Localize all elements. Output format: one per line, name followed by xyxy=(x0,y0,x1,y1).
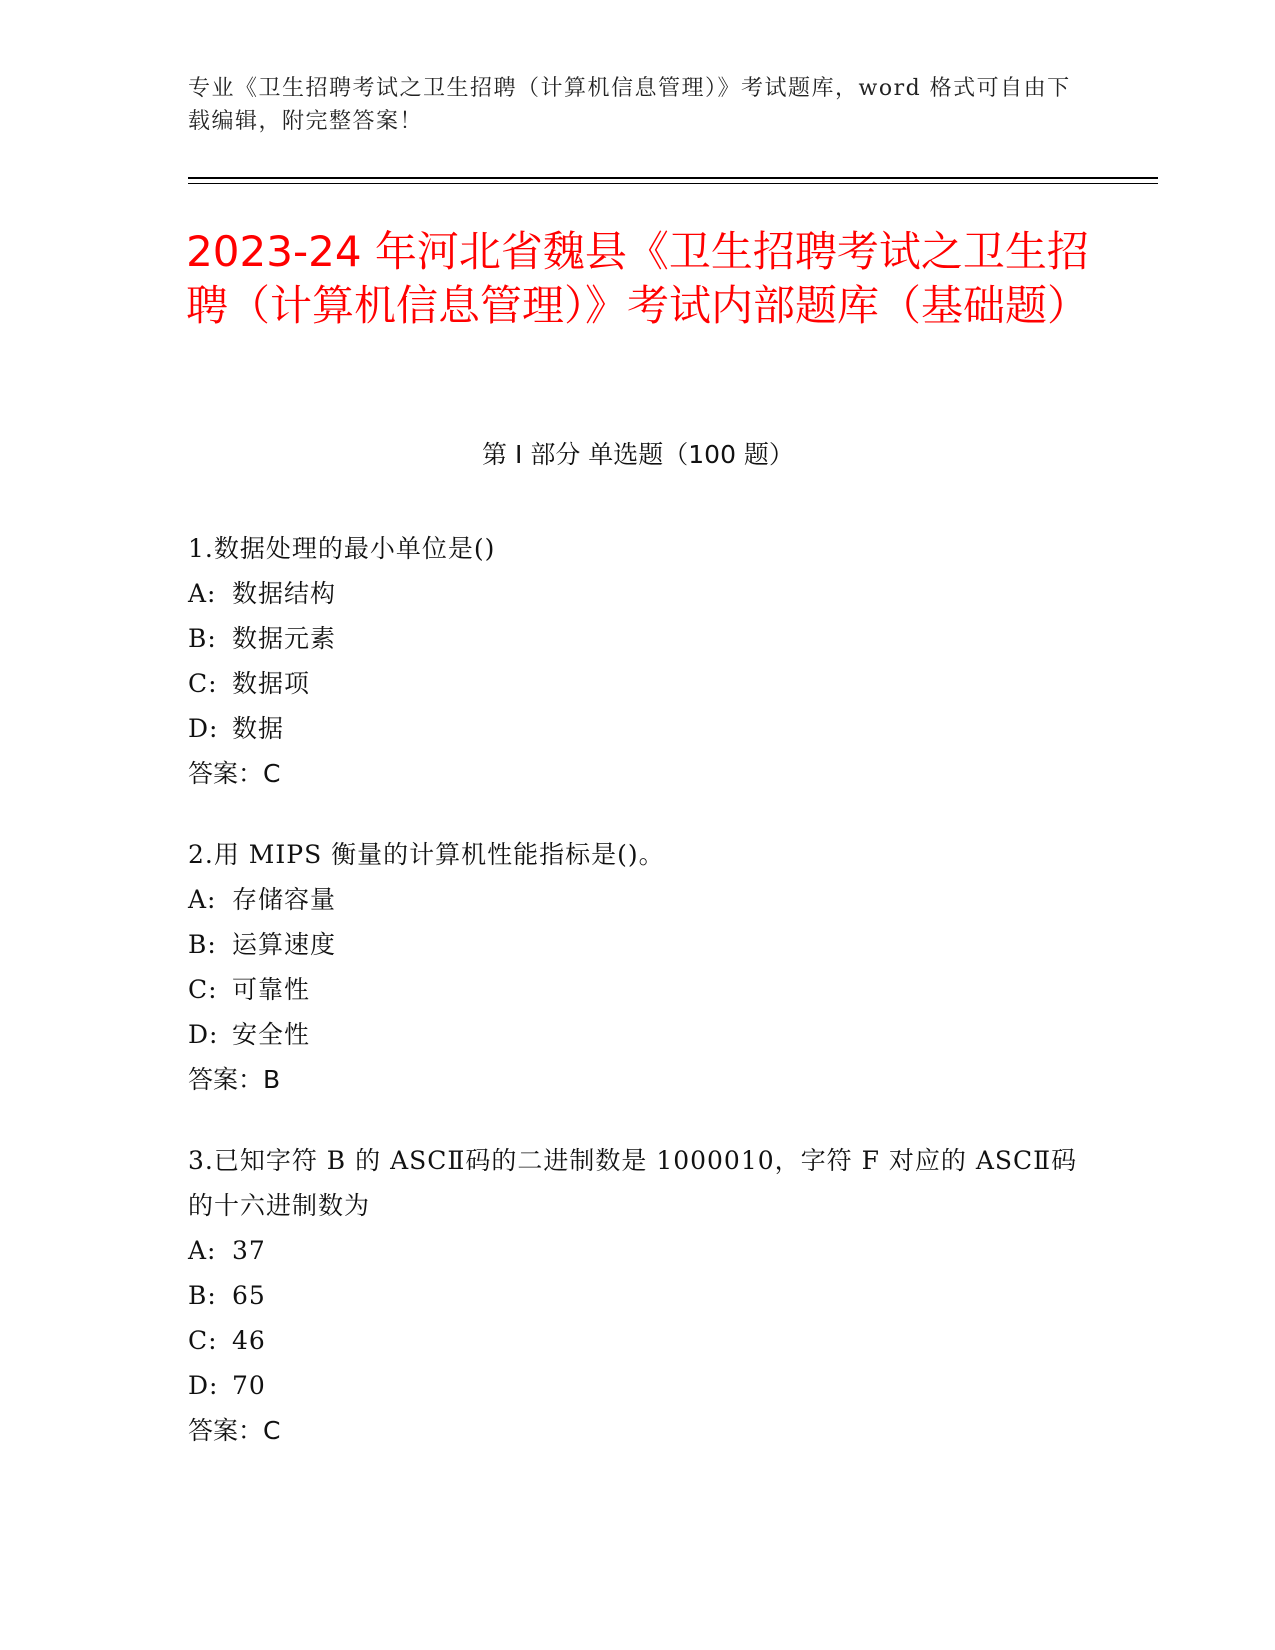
option-text: 46 xyxy=(232,1326,266,1355)
option-b xyxy=(188,922,1088,967)
option-text: 65 xyxy=(232,1281,266,1310)
option-d xyxy=(188,706,1088,751)
option-d xyxy=(188,1363,1088,1408)
option-letter: A: xyxy=(188,885,217,914)
option-letter: C: xyxy=(188,669,218,698)
option-d xyxy=(188,1012,1088,1057)
question-3 xyxy=(188,1138,1088,1453)
answer-label: 答案： xyxy=(188,1065,264,1094)
option-text: 存储容量 xyxy=(232,885,337,914)
answer-line xyxy=(188,1408,1088,1453)
answer-line xyxy=(188,751,1088,796)
option-text: 数据 xyxy=(232,714,285,743)
answer-label: 答案： xyxy=(188,759,264,788)
option-text: 数据元素 xyxy=(232,624,337,653)
option-text: 安全性 xyxy=(232,1020,311,1049)
option-letter: D: xyxy=(188,1371,219,1400)
answer-label: 答案： xyxy=(188,1416,264,1445)
option-letter: A: xyxy=(188,579,217,608)
option-text: 运算速度 xyxy=(232,930,337,959)
header-divider-thick xyxy=(188,177,1158,179)
option-text: 可靠性 xyxy=(232,975,311,1004)
option-text: 70 xyxy=(232,1371,266,1400)
answer-line xyxy=(188,1057,1088,1102)
option-b xyxy=(188,616,1088,661)
option-letter: B: xyxy=(188,624,217,653)
option-letter: B: xyxy=(188,1281,217,1310)
question-text: 1.数据处理的最小单位是() xyxy=(188,534,496,563)
option-letter: A: xyxy=(188,1236,217,1265)
section-heading: 第 I 部分 单选题（100 题） xyxy=(482,440,794,469)
option-letter: C: xyxy=(188,1326,218,1355)
document-title: 2023-24 年河北省魏县《卫生招聘考试之卫生招聘（计算机信息管理）》考试内部题库（基础题） xyxy=(185,227,1089,330)
question-list xyxy=(188,526,1088,1489)
option-letter: C: xyxy=(188,975,218,1004)
intro-text: 专业《卫生招聘考试之卫生招聘（计算机信息管理）》考试题库，word 格式可自由下载编辑，附完整答案！ xyxy=(188,76,1071,134)
option-letter: D: xyxy=(188,1020,219,1049)
option-a xyxy=(188,571,1088,616)
question-1 xyxy=(188,526,1088,796)
option-c xyxy=(188,661,1088,706)
option-a xyxy=(188,877,1088,922)
question-text: 3.已知字符 B 的 ASCⅡ码的二进制数是 1000010，字符 F 对应的 ASCⅡ码的十六进制数为 xyxy=(188,1146,1078,1220)
answer-value: B xyxy=(263,1065,281,1094)
answer-value: C xyxy=(263,1416,281,1445)
option-c xyxy=(188,1318,1088,1363)
option-b xyxy=(188,1273,1088,1318)
option-c xyxy=(188,967,1088,1012)
option-a xyxy=(188,1228,1088,1273)
header-divider-thin xyxy=(188,183,1158,184)
option-text: 数据项 xyxy=(232,669,311,698)
answer-value: C xyxy=(263,759,281,788)
option-text: 数据结构 xyxy=(232,579,337,608)
option-letter: B: xyxy=(188,930,217,959)
option-letter: D: xyxy=(188,714,219,743)
question-text: 2.用 MIPS 衡量的计算机性能指标是()。 xyxy=(188,840,665,869)
question-2 xyxy=(188,832,1088,1102)
option-text: 37 xyxy=(232,1236,266,1265)
